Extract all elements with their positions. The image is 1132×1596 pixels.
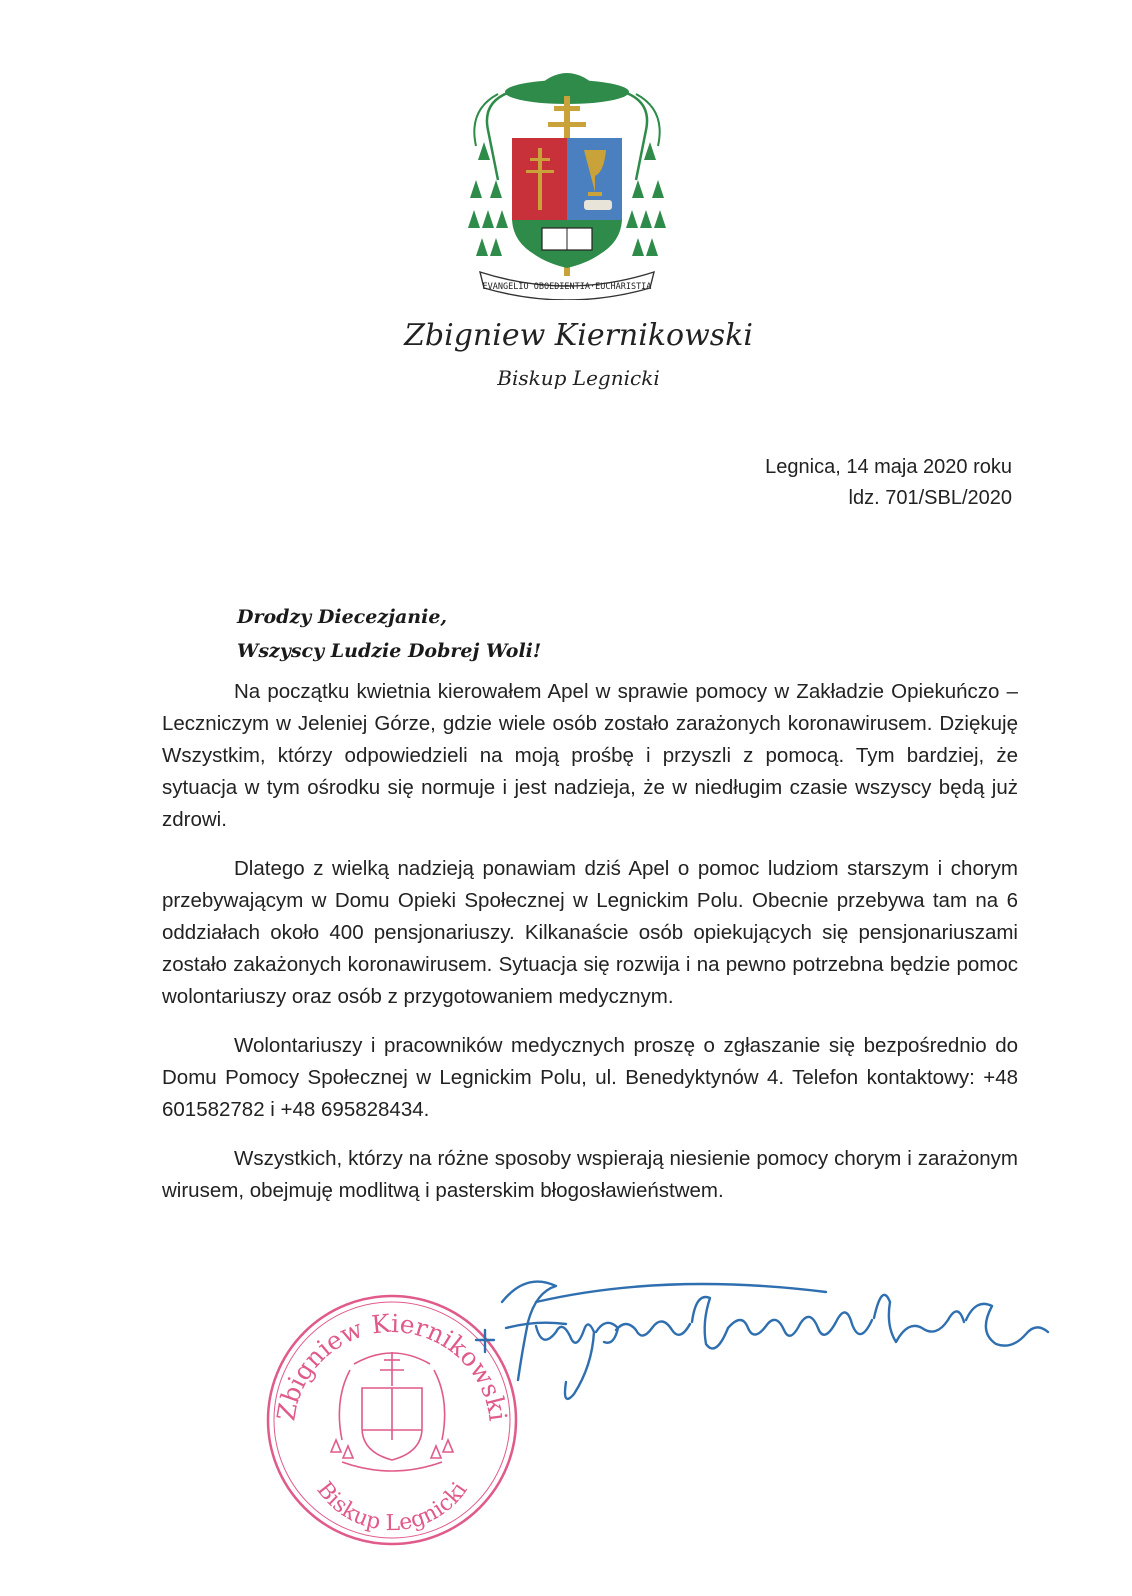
letter-body — [162, 676, 1018, 1224]
bishop-title: Biskup Legnicki — [497, 366, 660, 390]
place-date: Legnica, 14 maja 2020 roku — [765, 456, 1012, 478]
reference-number: ldz. 701/SBL/2020 — [848, 487, 1012, 509]
handwritten-signature — [466, 1262, 1056, 1412]
bishop-name-heading — [0, 318, 1132, 353]
greeting-line-1: Drodzy Diecezjanie, — [237, 606, 448, 628]
paragraph-1: Na początku kwietnia kierowałem Apel w sprawie pomocy w Zakładzie Opiekuńczo – Leczniczym w Jeleniej Górze, gdzie wiele osób zostało zarażonych koronawirusem. Dziękuję Wszystkim, którzy odpowiedzieli na moją prośbę i przyszli z pomocą. Tym bardziej, że sytuacja w tym ośrodku się normuje i jest nadzieja, że w niedługim czasie wszyscy będą już zdrowi. — [162, 680, 1018, 831]
greeting — [237, 600, 541, 668]
date-reference-block — [765, 452, 1012, 514]
stamp-top-text: Zbigniew Kiernikowski — [271, 1308, 513, 1423]
stamp-bottom-text: Biskup Legnicki — [311, 1477, 473, 1537]
greeting-line-2: Wszyscy Ludzie Dobrej Woli! — [237, 640, 542, 662]
motto-text: EVANGELIO OBOEDIENTIA·EUCHARISTIA — [482, 282, 652, 292]
bishop-title-heading — [0, 366, 1132, 390]
coat-of-arms-logo — [462, 50, 672, 300]
paragraph-2: Dlatego z wielką nadzieją ponawiam dziś Apel o pomoc ludziom starszym i chorym przebywającym w Domu Opieki Społecznej w Legnickim Polu. Obecnie przebywa tam na 6 oddziałach około 400 pensjonariuszy. Kilkanaście osób opiekujących się pensjonariuszami zostało zakażonych koronawirusem. Sytuacja się rozwija i na pewno potrzebna będzie pomoc wolontariuszy oraz osób z przygotowaniem medycznym. — [162, 857, 1018, 1008]
paragraph-3: Wolontariuszy i pracowników medycznych proszę o zgłaszanie się bezpośrednio do Domu Pomocy Społecznej w Legnickim Polu, ul. Benedyktynów 4. Telefon kontaktowy: +48 601582782 i +48 695828434. — [162, 1034, 1018, 1121]
paragraph-4: Wszystkich, którzy na różne sposoby wspierają niesienie pomocy chorym i zarażonym wirusem, obejmuję modlitwą i pasterskim błogosławieństwem. — [162, 1147, 1018, 1202]
bishop-name: Zbigniew Kiernikowski — [404, 318, 753, 353]
